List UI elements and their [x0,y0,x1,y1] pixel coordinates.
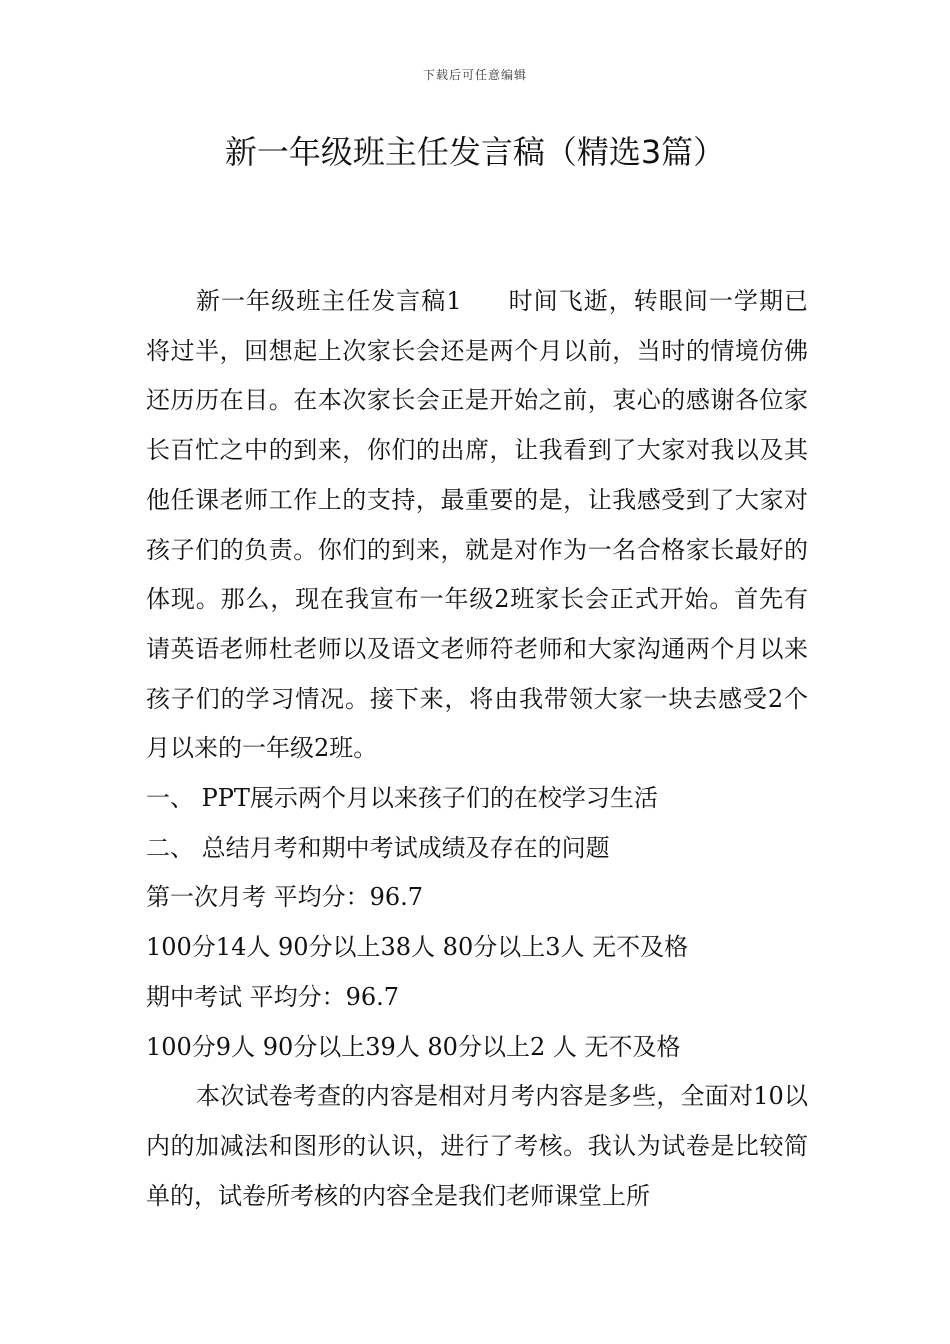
midterm-exam-distribution: 100分9人 90分以上39人 80分以上2 人 无不及格 [146,1032,681,1061]
list-item-ppt: 一、 PPT展示两个月以来孩子们的在校学习生活 [146,784,658,813]
monthly-exam-distribution: 100分14人 90分以上38人 80分以上3人 无不及格 [146,933,689,962]
monthly-exam-average: 第一次月考 平均分：96.7 [146,883,424,912]
closing-paragraph: 本次试卷考查的内容是相对月考内容是多些，全面对10以内的加减法和图形的认识，进行了考核。我认为试卷是比较简单的，试卷所考核的内容全是我们老师课堂上所 [146,1082,808,1210]
intro-label: 新一年级班主任发言稿1 [196,287,462,315]
document-title: 新一年级班主任发言稿（精选3篇） [224,133,726,171]
intro-paragraph [146,277,808,774]
header-note: 下载后可任意编辑 [422,68,527,82]
list-item-summary: 二、 总结月考和期中考试成绩及存在的问题 [146,833,610,862]
document-body [146,277,808,1221]
midterm-exam-average: 期中考试 平均分：96.7 [146,982,400,1011]
intro-text: 时间飞逝，转眼间一学期已将过半，回想起上次家长会还是两个月以前，当时的情境仿佛还历历在目。在本次家长会正是开始之前，衷心的感谢各位家长百忙之中的到来，你们的出席，让我看到了大家对我以及其他任课老师工作上的支持，最重要的是，让我感受到了大家对孩子们的负责。你们的到来，就是对作为一名合格家长最好的体现。那么，现在我宣布一年级2班家长会正式开始。首先有请英语老师杜老师以及语文老师符老师和大家沟通两个月以来孩子们的学习情况。接下来，将由我带领大家一块去感受2个月以来的一年级2班。 [146,287,809,763]
